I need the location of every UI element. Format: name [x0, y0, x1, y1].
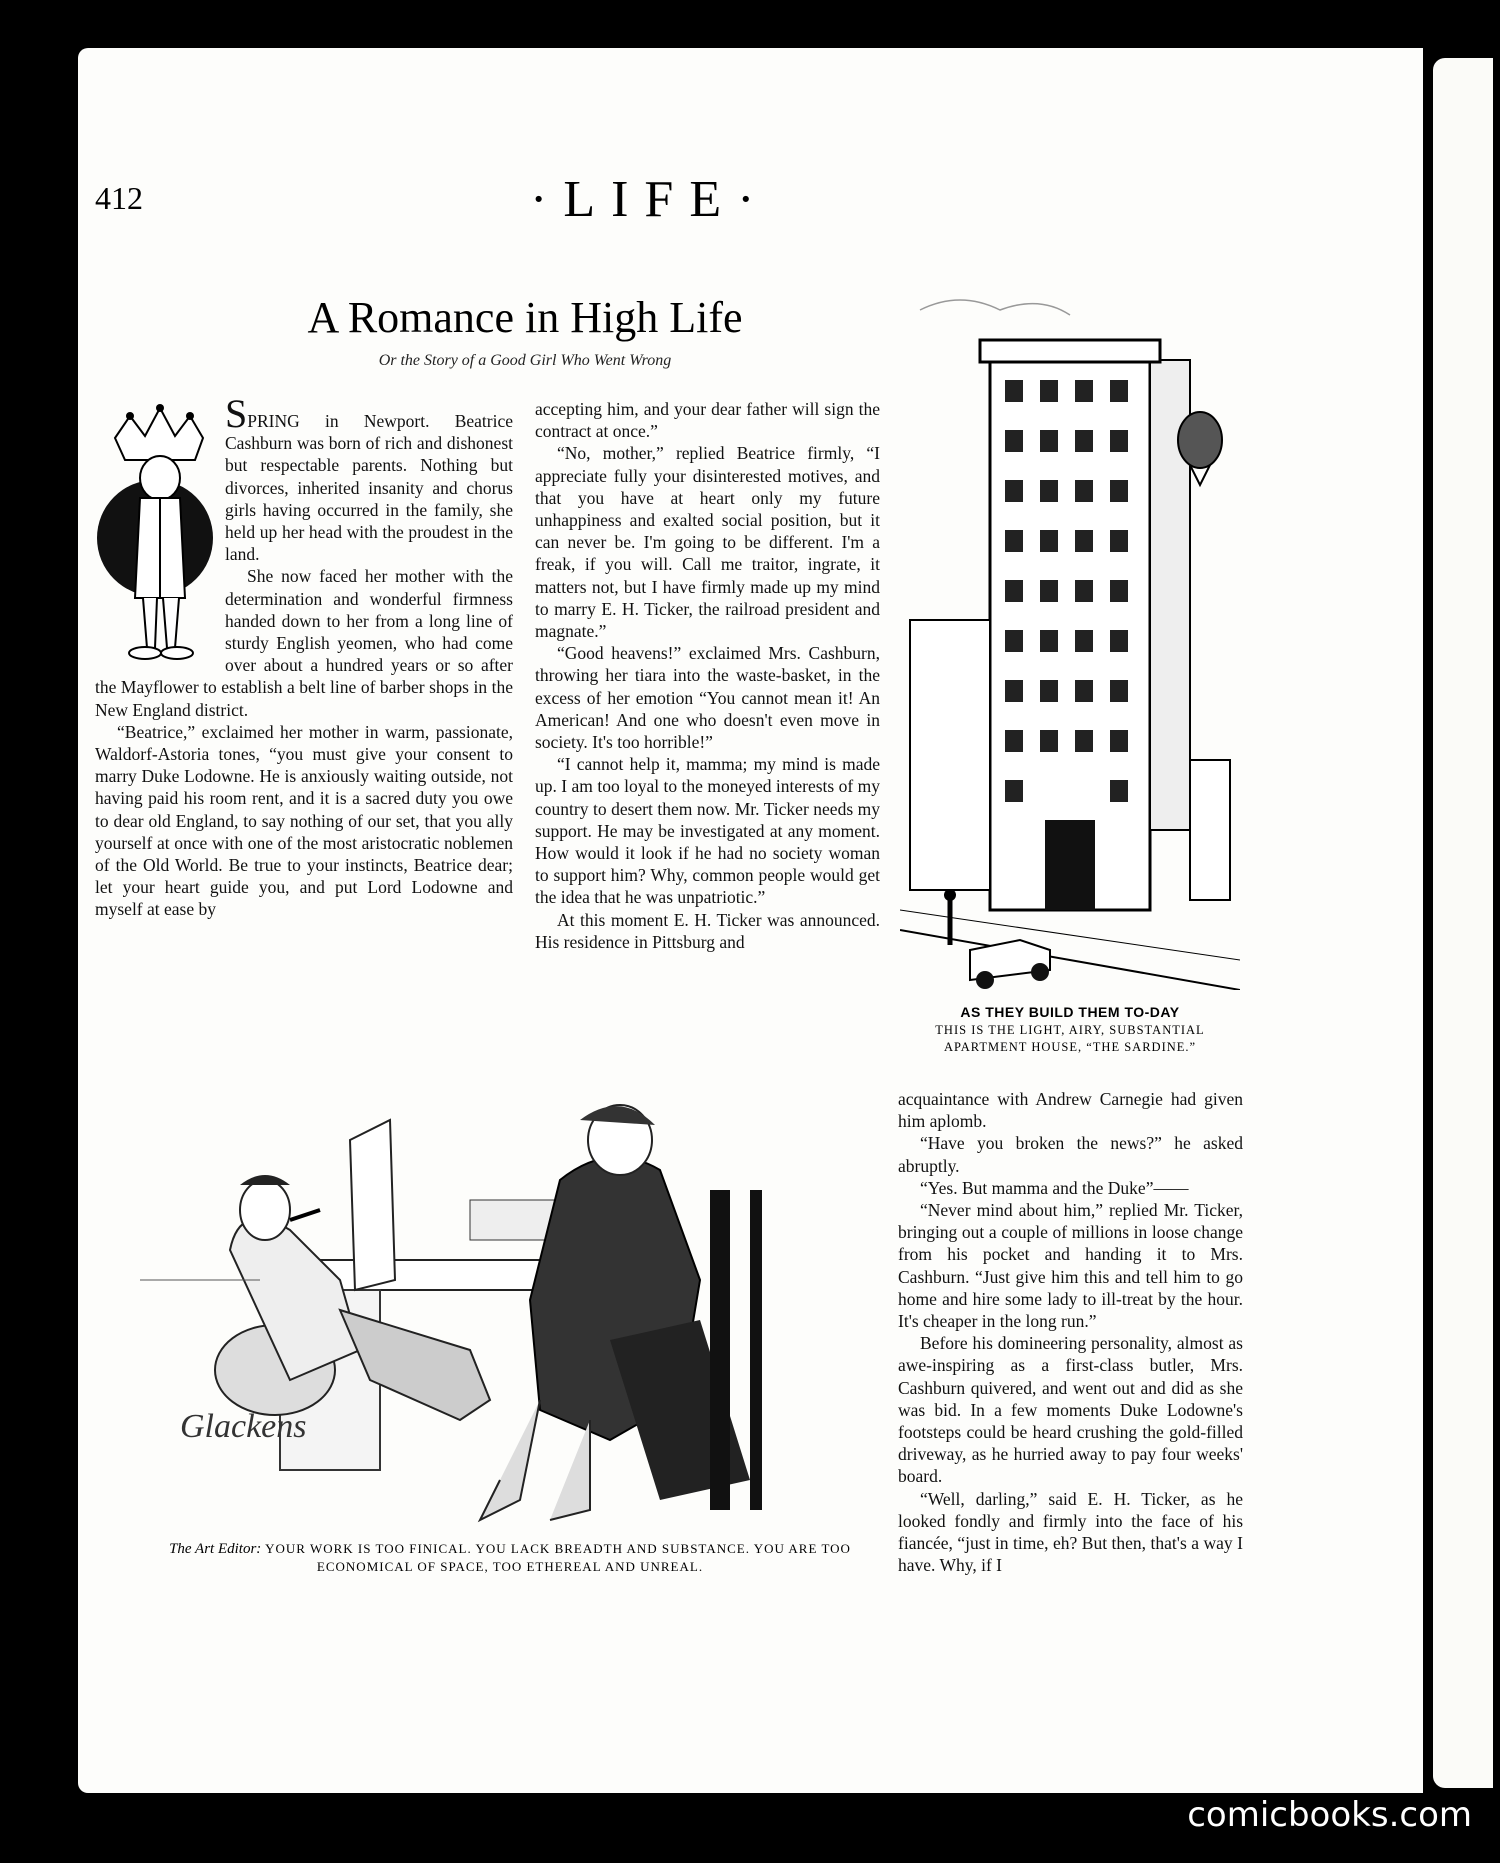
paragraph: “Have you broken the news?” he asked abruptly.: [898, 1133, 1243, 1176]
text-column-3: [898, 1088, 1243, 1576]
paragraph: acquaintance with Andrew Carnegie had given him aplomb.: [898, 1089, 1243, 1132]
apartment-building-illustration: [900, 290, 1240, 995]
text-column-1: [95, 391, 513, 921]
artist-signature: Glackens: [180, 1408, 307, 1445]
cartoon-caption-text: YOUR WORK IS TOO FINICAL. YOU LACK BREADTH AND SUBSTANCE. YOU ARE TOO ECONOMICAL OF SPACE, TOO ETHEREAL AND UNREAL.: [265, 1541, 851, 1574]
paragraph: “No, mother,” replied Beatrice firmly, “I appreciate fully your disinterested motives, and that you have at heart only my future unhappiness and exalted social position, but it can never be. I'm going to be different. I'm a freak, if you will. Call me traitor, ingrate, it matters not, but I have firmly made up my mind to marry E. H. Ticker, the railroad president and magnate.”: [535, 443, 880, 642]
paragraph: “Never mind about him,” replied Mr. Ticker, bringing out a couple of millions in loose change from his pocket and handing it to Mrs. Cashburn. “Just give him this and tell him to go home and hire some lady to ill-treat by the hour. It's cheaper in the long run.”: [898, 1200, 1243, 1332]
watermark: comicbooks.com: [1187, 1795, 1472, 1835]
king-dropcap-illustration: [95, 398, 225, 668]
building-caption-subtitle: THIS IS THE LIGHT, AIRY, SUBSTANTIAL APARTMENT HOUSE, “THE SARDINE.”: [935, 1023, 1205, 1054]
paragraph: She now faced her mother with the determination and wonderful firmness handed down to her from a long line of sturdy English yeomen, who had come over about a hundred years or so after the Mayflower to establish a belt line of barber shops in the New England district.: [95, 566, 513, 720]
drop-cap: S: [225, 391, 248, 436]
paragraph: accepting him, and your dear father will sign the contract at once.”: [535, 399, 880, 442]
cartoon-speaker: The Art Editor:: [169, 1541, 262, 1557]
paragraph: PRING in Newport. Beatrice Cashburn was born of rich and dishonest but respectable parents. Nothing but divorces, inherited insanity and chorus girls having occurred in the family, she held up her head with the proudest in the land.: [225, 411, 513, 565]
page-number: 412: [95, 180, 143, 216]
paragraph: Before his domineering personality, almost as awe-inspiring as a first-class butler, Mrs. Cashburn quivered, and went out and did as she was bid. In a few moments Duke Lodowne's footsteps could be heard crushing the gold-filled driveway, as he hurried away to pay four weeks' board.: [898, 1333, 1243, 1487]
masthead: ·LIFE·: [530, 171, 771, 228]
text-column-2: [535, 398, 880, 953]
paragraph: “Beatrice,” exclaimed her mother in warm, passionate, Waldorf-Astoria tones, “you must give your consent to marry Duke Lodowne. He is anxiously waiting outside, not having paid his room rent, and it is a sacred duty you owe to dear old England, to say nothing of our set, that you ally yourself at once with one of the most aristocratic noblemen of the Old World. Be true to your instincts, Beatrice dear; let your heart guide you, and put Lord Lodowne and myself at ease by: [95, 721, 513, 920]
paragraph: At this moment E. H. Ticker was announced. His residence in Pittsburg and: [535, 909, 880, 952]
paragraph: “Good heavens!” exclaimed Mrs. Cashburn, throwing her tiara into the waste-basket, in the excess of her emotion “You cannot mean it! An American! And one who doesn't even move in society. It's too horrible!”: [535, 643, 880, 753]
article-subtitle: Or the Story of a Good Girl Who Went Wrong: [378, 352, 672, 369]
paragraph: “Yes. But mamma and the Duke”——: [920, 1177, 1189, 1198]
facing-page-edge: [1433, 58, 1493, 1788]
paragraph: “I cannot help it, mamma; my mind is made up. I am too loyal to the moneyed interests of my country to desert them now. Mr. Ticker needs my support. He may be investigated at any moment. How would it look if he had no society woman to support him? Why, common people would get the idea that he was unpatriotic.”: [535, 754, 880, 908]
art-editor-cartoon: [140, 1080, 880, 1535]
cartoon-caption: [140, 1540, 880, 1576]
article-title: A Romance in High Life: [307, 293, 743, 342]
building-caption-title: AS THEY BUILD THEM TO-DAY: [960, 1004, 1180, 1020]
paragraph: “Well, darling,” said E. H. Ticker, as he looked fondly and firmly into the face of his fiancée, “just in time, eh? But then, that's a way I have. Why, if I: [898, 1488, 1243, 1576]
